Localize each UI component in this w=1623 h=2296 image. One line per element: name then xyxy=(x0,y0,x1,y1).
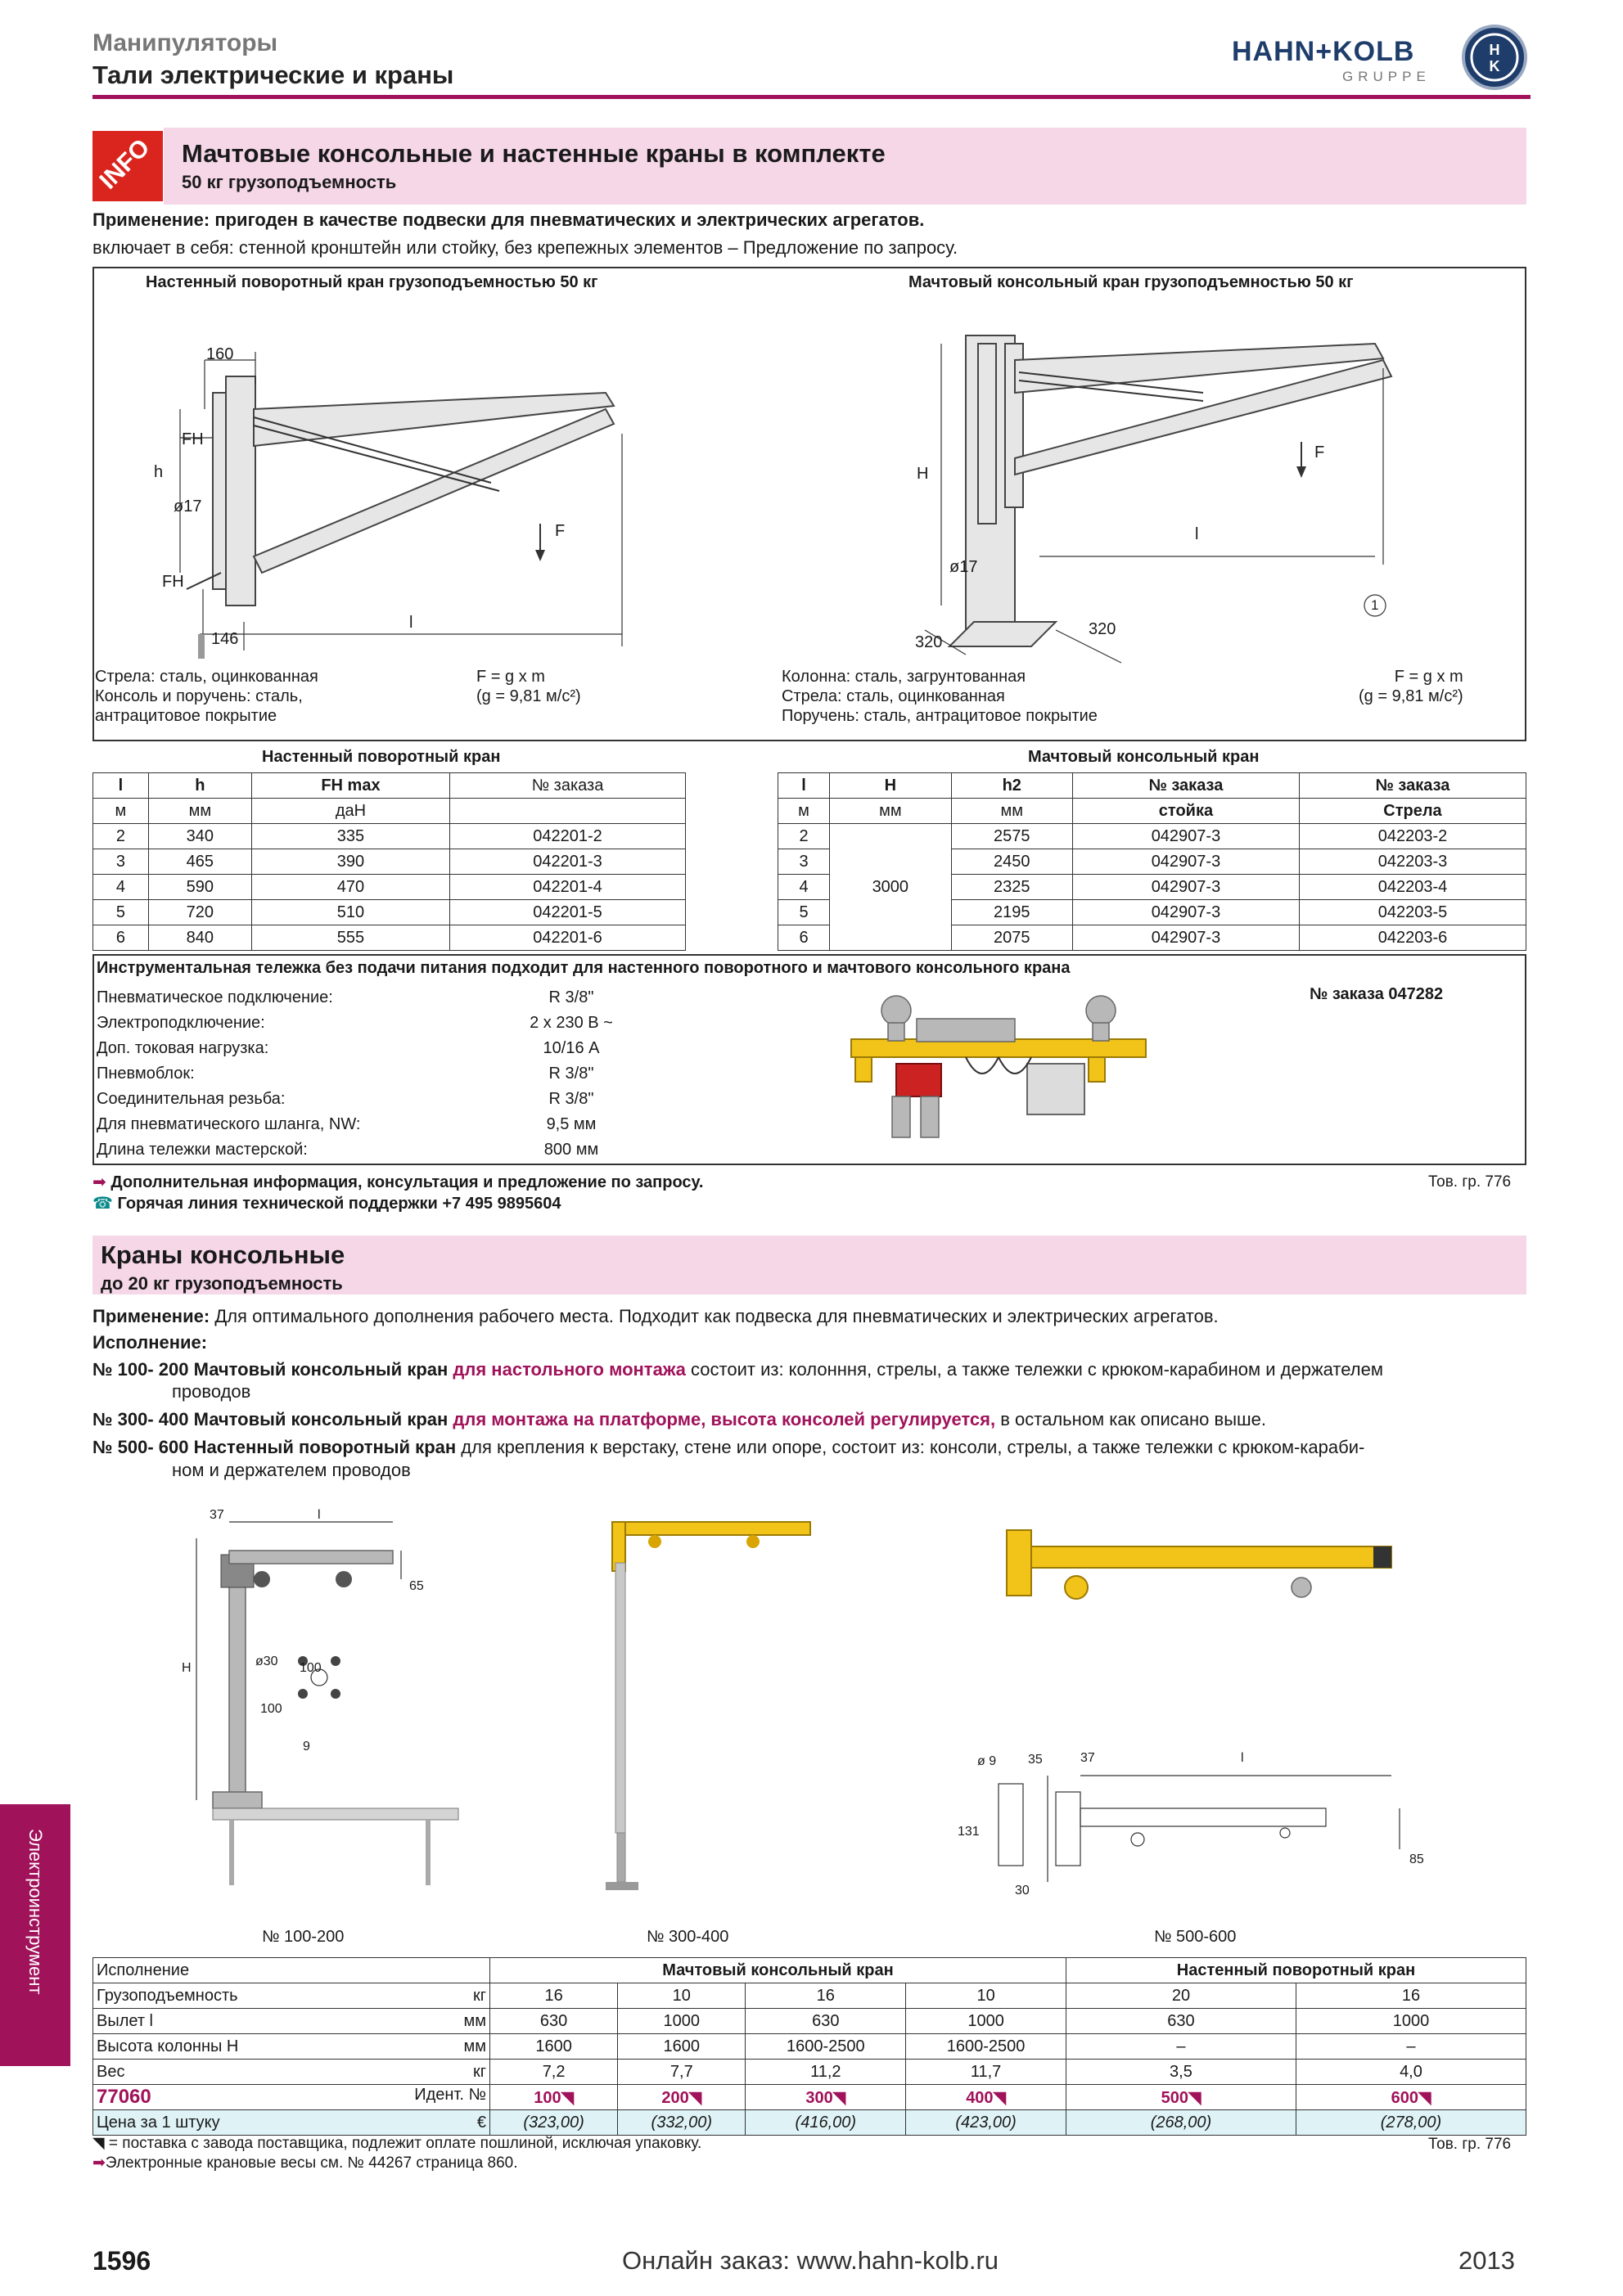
dim-fh-bottom: FH xyxy=(162,573,184,591)
order-200[interactable]: 200◥ xyxy=(618,2085,746,2110)
table-row: 4 2325 042907-3 042203-4 xyxy=(778,875,1526,900)
spec-row: Электроподключение: 2 x 230 В ~ xyxy=(97,1014,613,1032)
year: 2013 xyxy=(1458,2246,1515,2275)
brand-logo-sub: GRUPPE xyxy=(1342,69,1431,84)
mast-crane-heading: Мачтовый консольный кран грузоподъемностью 50 кг xyxy=(908,273,1354,291)
dim-146: 146 xyxy=(211,630,239,648)
caption-100: № 100-200 xyxy=(262,1928,345,1946)
mast-crane-materials: Колонна: сталь, загрунтованная Стрела: сталь, оцинкованная Поручень: сталь, антрацитовое покрытие xyxy=(782,668,1098,725)
dim-320b: 320 xyxy=(1089,620,1116,638)
dim-f: F xyxy=(555,522,566,540)
section2-group: Тов. гр. 776 xyxy=(1428,2136,1512,2153)
caption-500: № 500-600 xyxy=(1154,1928,1237,1946)
execution-100-cont: проводов xyxy=(172,1381,251,1402)
table-row: 5 720 510 042201-5 xyxy=(93,900,686,925)
table-row: 6 2075 042907-3 042203-6 xyxy=(778,925,1526,951)
dim-H-100: H xyxy=(182,1661,192,1675)
dim-35: 35 xyxy=(1028,1753,1043,1767)
dim-fh-top: FH xyxy=(182,430,204,448)
order-500[interactable]: 500◥ xyxy=(1066,2085,1296,2110)
section2-title: Краны консольные xyxy=(101,1240,345,1269)
dim-d17: ø17 xyxy=(174,497,202,515)
mast-crane-formula: F = g x m (g = 9,81 м/с²) xyxy=(1359,668,1463,705)
drawing-100-200 xyxy=(164,1506,540,1890)
dim-37: 37 xyxy=(210,1508,224,1522)
dim-l-mast: l xyxy=(1195,525,1199,543)
section2-execution-label: Исполнение: xyxy=(92,1332,208,1353)
factory-delivery-icon: ◥ xyxy=(92,2135,105,2152)
order-100[interactable]: 100◥ xyxy=(490,2085,618,2110)
dim-d9: ø 9 xyxy=(977,1754,997,1768)
trolley-order: № заказа 047282 xyxy=(1310,985,1444,1003)
table-row: 2 3000 2575 042907-3 042203-2 xyxy=(778,824,1526,849)
callout-1: 1 xyxy=(1371,597,1379,613)
table-row: 4 590 470 042201-4 xyxy=(93,875,686,900)
table-row: 2 340 335 042201-2 xyxy=(93,824,686,849)
drawing-500-600 xyxy=(966,1767,1424,1907)
ident-row: 77060 Идент. № 100◥ 200◥ 300◥ 400◥ 500◥ 600◥ xyxy=(93,2085,1526,2110)
info-badge-icon: INFO xyxy=(92,131,163,201)
svg-text:K: K xyxy=(1489,58,1500,74)
dim-30: 30 xyxy=(1015,1884,1030,1898)
wall-crane-heading: Настенный поворотный кран грузоподъемностью 50 кг xyxy=(146,273,598,291)
order-300[interactable]: 300◥ xyxy=(746,2085,906,2110)
photo-500-600 xyxy=(958,1514,1416,1628)
dim-h: h xyxy=(154,463,164,481)
section2-application: Применение: Для оптимального дополнения рабочего места. Подходит как подвеска для пневматических и электрических агрегатов. xyxy=(92,1306,1219,1326)
dim-d17-mast: ø17 xyxy=(949,558,978,576)
section1-subtitle: 50 кг грузоподъемность xyxy=(182,172,397,192)
table-row: 6 840 555 042201-6 xyxy=(93,925,686,951)
dim-65: 65 xyxy=(409,1579,424,1593)
spec-row: Пневматическое подключение: R 3/8" xyxy=(97,988,594,1006)
product-table: Исполнение Мачтовый консольный кран Настенный поворотный кран Грузоподъемность кг 16 10 16 10 20 16 Вылет l мм 630 1000 630 1000 630 1000 Высота колонны H мм 1600 1600 1600-2500 1600-2500 – – Вес кг 7,2 7,7 11,2 11,7 3,5 4,0 77060 Идент. № 100◥ 200◥ 300◥ 400◥ 500◥ 600◥ Цена за 1 штуку € (323,00) (332,00) (416,00) (423,00) (268,00) (278,00) xyxy=(92,1957,1526,2136)
dim-100b: 100 xyxy=(260,1702,282,1716)
photo-300-400 xyxy=(589,1506,835,1907)
order-400[interactable]: 400◥ xyxy=(906,2085,1066,2110)
spec-row: Длина тележки мастерской: 800 мм xyxy=(97,1141,599,1159)
trolley-photo xyxy=(843,982,1154,1154)
dim-160: 160 xyxy=(206,345,234,363)
section1-includes: включает в себя: стенной кронштейн или стойку, без крепежных элементов – Предложение по запросу. xyxy=(92,237,958,258)
brand-logo[interactable]: HAHN+KOLB xyxy=(1232,36,1415,67)
dim-9: 9 xyxy=(303,1740,310,1754)
wall-table-title: Настенный поворотный кран xyxy=(262,748,501,766)
dim-100a: 100 xyxy=(300,1661,322,1675)
wall-crane-formula: F = g x m (g = 9,81 м/с²) xyxy=(476,668,581,705)
section1-title: Мачтовые консольные и настенные краны в комплекте xyxy=(182,139,886,168)
mast-crane-drawing xyxy=(892,311,1481,671)
page-number: 1596 xyxy=(92,2246,151,2276)
execution-500: № 500- 600 Настенный поворотный кран для крепления к верстаку, стене или опоре, состоит из: консоли, стрелы, а также тележки с крюком-караби- xyxy=(92,1437,1365,1457)
execution-100: № 100- 200 Мачтовый консольный кран для настольного монтажа состоит из: колонння, стрелы, а также тележки с крюком-карабином и держателем xyxy=(92,1359,1383,1380)
dim-37-500: 37 xyxy=(1080,1751,1095,1765)
section1-application: Применение: пригоден в качестве подвески для пневматических и электрических агрегатов. xyxy=(92,209,925,230)
section1-group: Тов. гр. 776 xyxy=(1428,1173,1512,1191)
spec-row: Соединительная резьба: R 3/8" xyxy=(97,1090,594,1108)
table-row: 3 465 390 042201-3 xyxy=(93,849,686,875)
trolley-title: Инструментальная тележка без подачи питания подходит для настенного поворотного и мачтового консольного крана xyxy=(97,959,1071,977)
section1-notes: ➡ Дополнительная информация, консультация и предложение по запросу. ☎ Горячая линия технической поддержки +7 495 9895604 xyxy=(92,1173,704,1213)
header-rule xyxy=(92,95,1531,99)
dim-H: H xyxy=(917,465,929,483)
arrow-icon: ➡ xyxy=(92,2154,106,2172)
wall-crane-materials: Стрела: сталь, оцинкованная Консоль и поручень: сталь, антрацитовое покрытие xyxy=(95,668,318,725)
dim-l-100: l xyxy=(318,1508,321,1522)
execution-500-cont: ном и держателем проводов xyxy=(172,1460,411,1480)
wall-crane-drawing xyxy=(147,327,638,663)
header-category: Манипуляторы xyxy=(92,29,278,56)
order-online-link[interactable]: Онлайн заказ: www.hahn-kolb.ru xyxy=(622,2246,999,2275)
table-row: Грузоподъемность кг 16 10 16 10 20 16 xyxy=(93,1983,1526,2009)
dim-F-mast: F xyxy=(1314,443,1325,461)
trolley-specs xyxy=(97,985,669,1163)
section2-subtitle: до 20 кг грузоподъемность xyxy=(101,1273,343,1294)
phone-icon: ☎ xyxy=(92,1195,113,1213)
table-row: 5 2195 042907-3 042203-5 xyxy=(778,900,1526,925)
side-tab-category[interactable]: Электроинструмент xyxy=(0,1804,70,2066)
dim-320a: 320 xyxy=(915,633,943,651)
dim-l-500: l xyxy=(1241,1751,1244,1765)
table-row: Вес кг 7,2 7,7 11,2 11,7 3,5 4,0 xyxy=(93,2060,1526,2085)
table-row: Высота колонны H мм 1600 1600 1600-2500 1600-2500 – – xyxy=(93,2034,1526,2060)
table-row: Вылет l мм 630 1000 630 1000 630 1000 xyxy=(93,2009,1526,2034)
dim-d30: ø30 xyxy=(255,1654,278,1668)
header-subcategory: Тали электрические и краны xyxy=(92,61,454,89)
brand-seal-icon xyxy=(1462,25,1527,90)
caption-300: № 300-400 xyxy=(647,1928,729,1946)
mast-table-title: Мачтовый консольный кран xyxy=(1028,748,1260,766)
order-600[interactable]: 600◥ xyxy=(1296,2085,1526,2110)
table-row: 3 2450 042907-3 042203-3 xyxy=(778,849,1526,875)
price-row: Цена за 1 штуку € (323,00) (332,00) (416,00) (423,00) (268,00) (278,00) xyxy=(93,2110,1526,2136)
arrow-icon: ➡ xyxy=(92,1173,106,1191)
spec-row: Пневмоблок: R 3/8" xyxy=(97,1065,594,1083)
spec-row: Доп. токовая нагрузка: 10/16 А xyxy=(97,1039,600,1057)
section2-footnotes: ◥ = поставка с завода поставщика, подлежит оплате пошлиной, исключая упаковку. ➡Электронные крановые весы см. № 44267 страница 860. xyxy=(92,2135,702,2172)
dim-l: l xyxy=(409,614,413,632)
mast-crane-table: l H h2 № заказа № заказа м мм мм стойка Стрела 2 3000 2575 042907-3 042203-2 3 2450 042907-3 042203-3 4 2325 042907-3 042203-4 5 2195 042907-3 042203-5 6 2075 042907-3 042203-6 xyxy=(778,772,1526,951)
svg-text:H: H xyxy=(1489,42,1500,58)
spec-row: Для пневматического шланга, NW: 9,5 мм xyxy=(97,1115,597,1133)
dim-131: 131 xyxy=(958,1825,980,1839)
dim-85: 85 xyxy=(1409,1853,1424,1866)
wall-crane-table: l h FH max № заказа м мм даН 2 340 335 042201-2 3 465 390 042201-3 4 590 470 042201-4 5 720 510 042201-5 6 840 555 042201-6 xyxy=(92,772,686,951)
execution-300: № 300- 400 Мачтовый консольный кран для монтажа на платформе, высота консолей регулируется, в остальном как описано выше. xyxy=(92,1409,1267,1429)
